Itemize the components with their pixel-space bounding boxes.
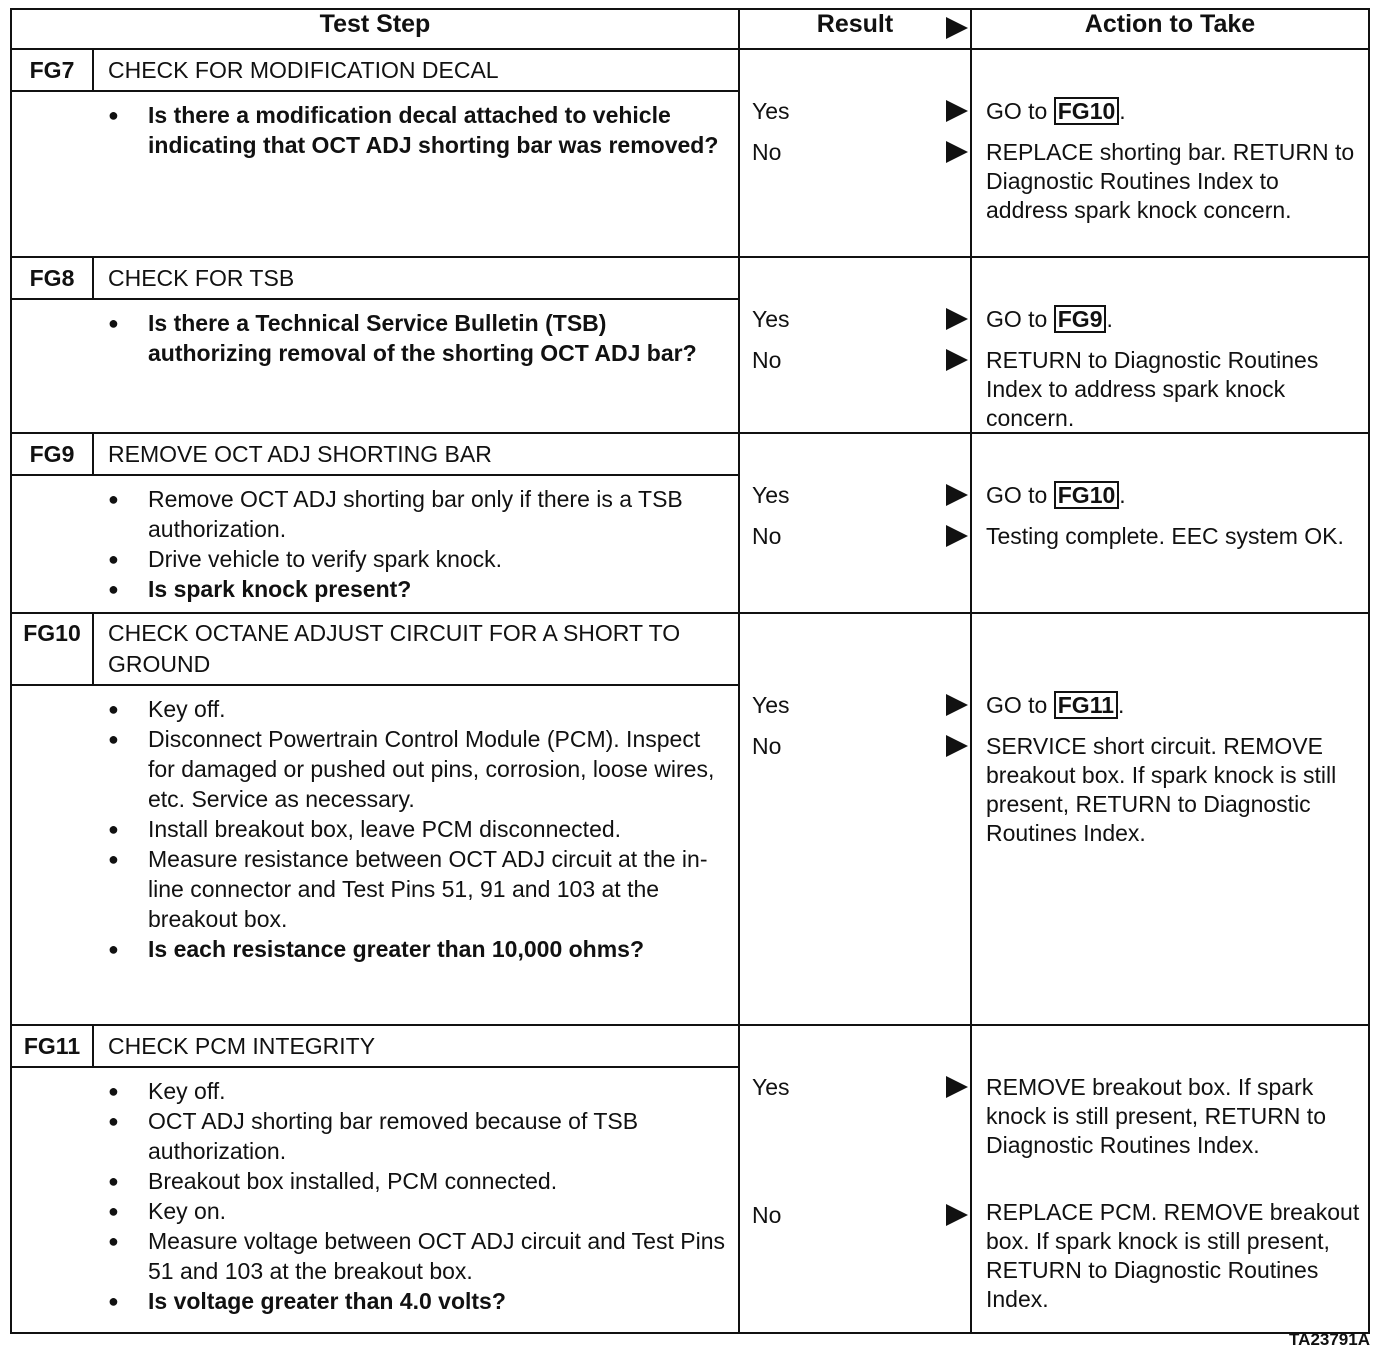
result-no: No bbox=[752, 523, 782, 549]
result-yes: Yes bbox=[752, 692, 790, 718]
step-reference: FG10 bbox=[1054, 481, 1120, 509]
figure-id: TA23791A bbox=[1289, 1330, 1370, 1349]
arrow-right-icon bbox=[946, 1076, 968, 1098]
header-result-label: Result bbox=[816, 10, 894, 38]
action-no: REPLACE shorting bar. RETURN to Diagnostic Routines Index to address spark knock concern. bbox=[986, 139, 1355, 223]
bullet-item: ● Remove OCT ADJ shorting bar only if there is a TSB authorization. bbox=[108, 484, 728, 544]
bullet-item: ● Measure resistance between OCT ADJ circuit at the in-line connector and Test Pins 51, 91 and 103 at the breakout box. bbox=[108, 844, 728, 934]
step-code: FG7 bbox=[12, 50, 94, 92]
arrow-right-icon bbox=[946, 308, 968, 330]
step-code: FG8 bbox=[12, 258, 94, 300]
action-no: RETURN to Diagnostic Routines Index to address spark knock concern. bbox=[986, 347, 1319, 431]
result-cell bbox=[739, 49, 971, 257]
action-cell bbox=[971, 49, 1369, 257]
action-no: REPLACE PCM. REMOVE breakout box. If spark knock is still present, RETURN to Diagnostic Routines Index. bbox=[986, 1199, 1360, 1312]
result-cell bbox=[739, 1025, 971, 1333]
action-text: GO to bbox=[986, 98, 1054, 124]
result-no: No bbox=[752, 139, 782, 165]
header-action: Action to Take bbox=[971, 9, 1369, 49]
step-code: FG10 bbox=[12, 614, 94, 686]
bullet-item: ● Measure voltage between OCT ADJ circuit and Test Pins 51 and 103 at the breakout box. bbox=[108, 1226, 728, 1286]
action-text: GO to bbox=[986, 482, 1054, 508]
step-title: REMOVE OCT ADJ SHORTING BAR bbox=[94, 434, 738, 476]
arrow-right-icon bbox=[946, 1204, 968, 1226]
action-text: GO to bbox=[986, 692, 1054, 718]
header-result bbox=[739, 9, 971, 49]
action-cell bbox=[971, 1025, 1369, 1333]
step-title: CHECK OCTANE ADJUST CIRCUIT FOR A SHORT TO GROUND bbox=[94, 614, 738, 686]
result-yes: Yes bbox=[752, 1074, 790, 1100]
action-yes bbox=[986, 481, 1360, 510]
result-no: No bbox=[752, 1202, 782, 1228]
bullet-item: ● Drive vehicle to verify spark knock. bbox=[108, 544, 728, 574]
arrow-right-icon bbox=[946, 735, 968, 757]
bullet-item: ● Key off. bbox=[108, 1076, 728, 1106]
step-row-fg8 bbox=[11, 257, 1369, 433]
step-row-fg9 bbox=[11, 433, 1369, 613]
step-cell bbox=[11, 613, 739, 1025]
table-header bbox=[11, 9, 1369, 49]
bullet-item: ● Key off. bbox=[108, 694, 728, 724]
arrow-right-icon bbox=[946, 141, 968, 163]
step-row-fg7 bbox=[11, 49, 1369, 257]
step-cell bbox=[11, 49, 739, 257]
result-cell bbox=[739, 613, 971, 1025]
bullet-item: ● Key on. bbox=[108, 1196, 728, 1226]
action-yes bbox=[986, 691, 1360, 720]
bullet-item: ● Install breakout box, leave PCM disconnected. bbox=[108, 814, 728, 844]
step-cell bbox=[11, 257, 739, 433]
bullet-item: ● Breakout box installed, PCM connected. bbox=[108, 1166, 728, 1196]
step-row-fg11 bbox=[11, 1025, 1369, 1333]
action-yes: REMOVE breakout box. If spark knock is still present, RETURN to Diagnostic Routines Index. bbox=[986, 1074, 1326, 1158]
step-bullets bbox=[12, 1068, 738, 1324]
step-reference: FG10 bbox=[1054, 97, 1120, 125]
header-test-step: Test Step bbox=[11, 9, 739, 49]
result-no: No bbox=[752, 733, 782, 759]
result-cell bbox=[739, 433, 971, 613]
arrow-right-icon bbox=[946, 100, 968, 122]
action-no: Testing complete. EEC system OK. bbox=[986, 523, 1344, 549]
action-text-end: . bbox=[1119, 98, 1126, 124]
step-code: FG11 bbox=[12, 1026, 94, 1068]
step-row-fg10 bbox=[11, 613, 1369, 1025]
step-code: FG9 bbox=[12, 434, 94, 476]
step-cell bbox=[11, 433, 739, 613]
result-yes: Yes bbox=[752, 306, 790, 332]
step-title: CHECK PCM INTEGRITY bbox=[94, 1026, 738, 1068]
action-text: GO to bbox=[986, 306, 1054, 332]
action-cell bbox=[971, 433, 1369, 613]
result-yes: Yes bbox=[752, 482, 790, 508]
step-title: CHECK FOR TSB bbox=[94, 258, 738, 300]
action-cell bbox=[971, 257, 1369, 433]
bullet-item: ● OCT ADJ shorting bar removed because of TSB authorization. bbox=[108, 1106, 728, 1166]
arrow-right-icon bbox=[946, 484, 968, 506]
step-cell bbox=[11, 1025, 739, 1333]
bullet-item: ● Is spark knock present? bbox=[108, 574, 728, 604]
bullet-item: ● Is voltage greater than 4.0 volts? bbox=[108, 1286, 728, 1316]
action-text-end: . bbox=[1118, 692, 1125, 718]
step-title: CHECK FOR MODIFICATION DECAL bbox=[94, 50, 738, 92]
step-bullets bbox=[12, 686, 738, 972]
step-reference: FG11 bbox=[1054, 691, 1118, 719]
action-text-end: . bbox=[1106, 306, 1113, 332]
action-no: SERVICE short circuit. REMOVE breakout box. If spark knock is still present, RETURN to Diagnostic Routines Index. bbox=[986, 733, 1337, 846]
arrow-right-icon bbox=[946, 694, 968, 716]
action-cell bbox=[971, 613, 1369, 1025]
step-bullets bbox=[12, 476, 738, 612]
bullet-item: ● Is each resistance greater than 10,000 ohms? bbox=[108, 934, 728, 964]
step-bullets bbox=[12, 300, 738, 376]
step-bullets bbox=[12, 92, 738, 168]
result-yes: Yes bbox=[752, 98, 790, 124]
diagnostic-sheet bbox=[10, 8, 1368, 1334]
arrow-right-icon bbox=[946, 17, 968, 39]
result-cell bbox=[739, 257, 971, 433]
bullet-item: ● Disconnect Powertrain Control Module (PCM). Inspect for damaged or pushed out pins, corrosion, loose wires, etc. Service as necessary. bbox=[108, 724, 728, 814]
step-reference: FG9 bbox=[1054, 305, 1107, 333]
bullet-item: ● Is there a modification decal attached to vehicle indicating that OCT ADJ shorting bar was removed? bbox=[108, 100, 728, 160]
action-text-end: . bbox=[1119, 482, 1126, 508]
action-yes bbox=[986, 305, 1360, 334]
result-no: No bbox=[752, 347, 782, 373]
bullet-item: ● Is there a Technical Service Bulletin (TSB) authorizing removal of the shorting OCT ADJ bar? bbox=[108, 308, 728, 368]
arrow-right-icon bbox=[946, 525, 968, 547]
diagnostic-table bbox=[10, 8, 1370, 1334]
action-yes bbox=[986, 97, 1360, 126]
arrow-right-icon bbox=[946, 349, 968, 371]
